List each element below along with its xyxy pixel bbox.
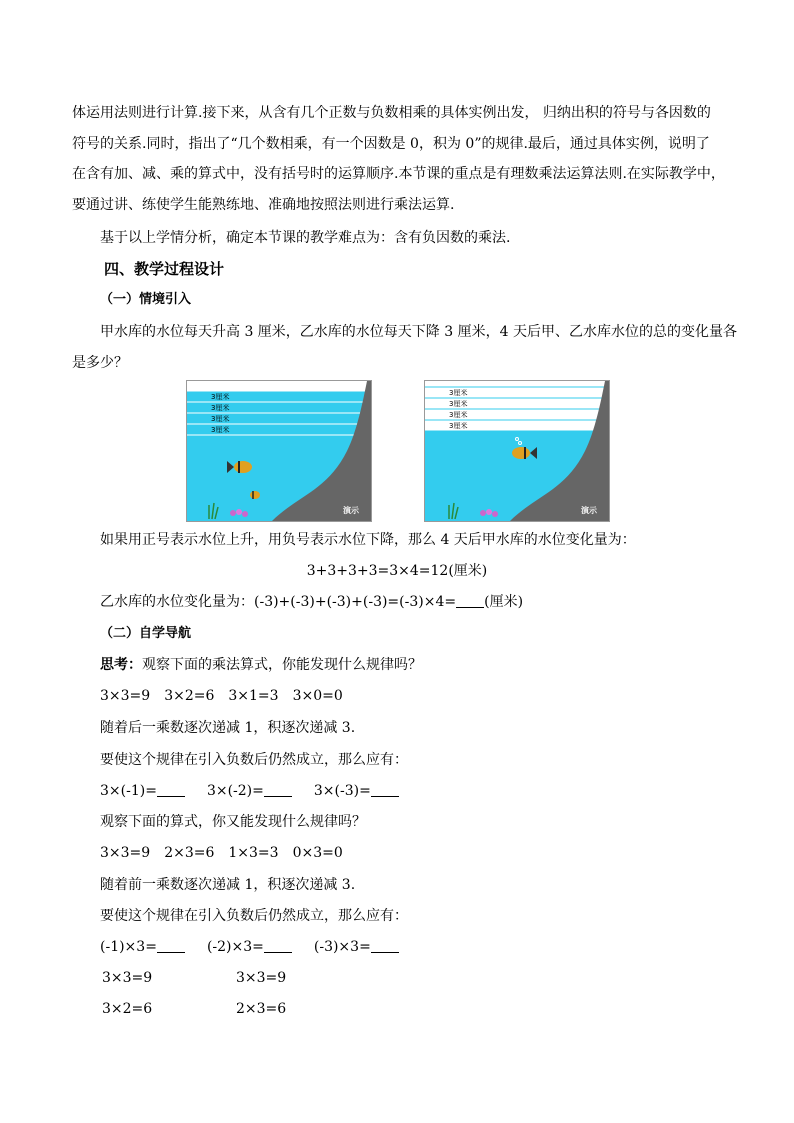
demo-label: 演示 (581, 506, 597, 515)
equation-yi-unit: (厘米) (484, 594, 524, 610)
level-label: 3厘米 (211, 393, 230, 401)
equation-yi-text: 乙水库的水位变化量为：(-3)+(-3)+(-3)+(-3)=(-3)×4= (100, 594, 457, 610)
paragraph-line: 体运用法则进行计算.接下来，从含有几个正数与负数相乘的具体实例出发， 归纳出积的符号与各因数的 (72, 105, 711, 121)
small-fish-icon (250, 491, 260, 499)
equation-yi (100, 592, 523, 612)
table-cell: 3×3=9 (236, 970, 287, 986)
level-label: 3厘米 (449, 389, 468, 397)
equation-jia: 3+3+3+3=3×4=12(厘米) (306, 563, 488, 579)
requirement-text: 要使这个规律在引入负数后仍然成立，那么应有： (100, 908, 408, 924)
level-label: 3厘米 (449, 400, 468, 408)
equation: 3×0=0 (292, 688, 343, 704)
observe-text: 观察下面的算式，你又能发现什么规律吗？ (100, 814, 366, 830)
rule-text: 随着前一乘数逐次递减 1，积逐次递减 3. (100, 877, 356, 893)
sign-intro: 如果用正号表示水位上升，用负号表示水位下降，那么 4 天后甲水库的水位变化量为： (100, 532, 636, 548)
paragraph-difficulty: 基于以上学情分析，确定本节课的教学难点为：含有负因数的乘法. (100, 230, 511, 246)
equation: 3×(-2)= (206, 783, 264, 799)
table-cell: 3×2=6 (102, 1001, 153, 1017)
level-label: 3厘米 (211, 415, 230, 423)
answer-blank (264, 939, 292, 953)
answer-blank (456, 594, 484, 608)
equation: (-1)×3= (100, 939, 157, 955)
paragraph-line: 要通过讲、练使学生能熟练地、准确地按照法则进行乘法运算. (72, 197, 455, 213)
level-label: 3厘米 (449, 422, 468, 430)
section-heading: 四、教学过程设计 (104, 260, 225, 278)
table-cell: 2×3=6 (236, 1001, 287, 1017)
equation-row (100, 686, 343, 706)
equation: 3×3=9 (100, 688, 151, 704)
equation-row (100, 843, 343, 863)
equation: 3×1=3 (228, 688, 279, 704)
equation: (-3)×3= (313, 939, 371, 955)
level-label: 3厘米 (449, 411, 468, 419)
answer-blank (157, 783, 185, 797)
equation: 0×3=0 (292, 845, 343, 861)
think-line (100, 655, 422, 675)
reservoir-yi-figure (424, 380, 610, 522)
subsection-heading: （二）自学导航 (100, 626, 192, 641)
level-label: 3厘米 (211, 404, 230, 412)
answer-blank (157, 939, 185, 953)
equation: 3×2=6 (164, 688, 215, 704)
equation: 3×3=9 (100, 845, 151, 861)
rule-text: 随着后一乘数逐次递减 1，积逐次递减 3. (100, 720, 356, 736)
demo-label: 演示 (343, 506, 359, 515)
table-cell: 3×3=9 (102, 970, 153, 986)
answer-blank (371, 783, 399, 797)
level-label: 3厘米 (211, 426, 230, 434)
equation: (-2)×3= (206, 939, 264, 955)
problem-line: 是多少？ (72, 355, 128, 371)
requirement-text: 要使这个规律在引入负数后仍然成立，那么应有： (100, 752, 408, 768)
think-text: 观察下面的乘法算式，你能发现什么规律吗？ (142, 657, 422, 673)
answer-blank (264, 783, 292, 797)
equation: 1×3=3 (228, 845, 279, 861)
paragraph-line: 符号的关系.同时，指出了“几个数相乘，有一个因数是 0，积为 0”的规律.最后，通过具体实例，说明了 (72, 136, 710, 152)
equation: 3×(-3)= (313, 783, 371, 799)
equation: 3×(-1)= (100, 783, 157, 799)
problem-line: 甲水库的水位每天升高 3 厘米，乙水库的水位每天下降 3 厘米，4 天后甲、乙水库水位的总的变化量各 (100, 324, 737, 340)
equation: 2×3=6 (164, 845, 215, 861)
reservoir-jia-figure (186, 380, 372, 522)
think-label: 思考： (100, 657, 142, 673)
subsection-heading: （一）情境引入 (100, 292, 192, 307)
answer-blank (371, 939, 399, 953)
blank-row (100, 781, 399, 801)
paragraph-line: 在含有加、减、乘的算式中，没有括号时的运算顺序.本节课的重点是有理数乘法运算法则.在实际教学中， (72, 166, 725, 182)
blank-row (100, 937, 399, 957)
